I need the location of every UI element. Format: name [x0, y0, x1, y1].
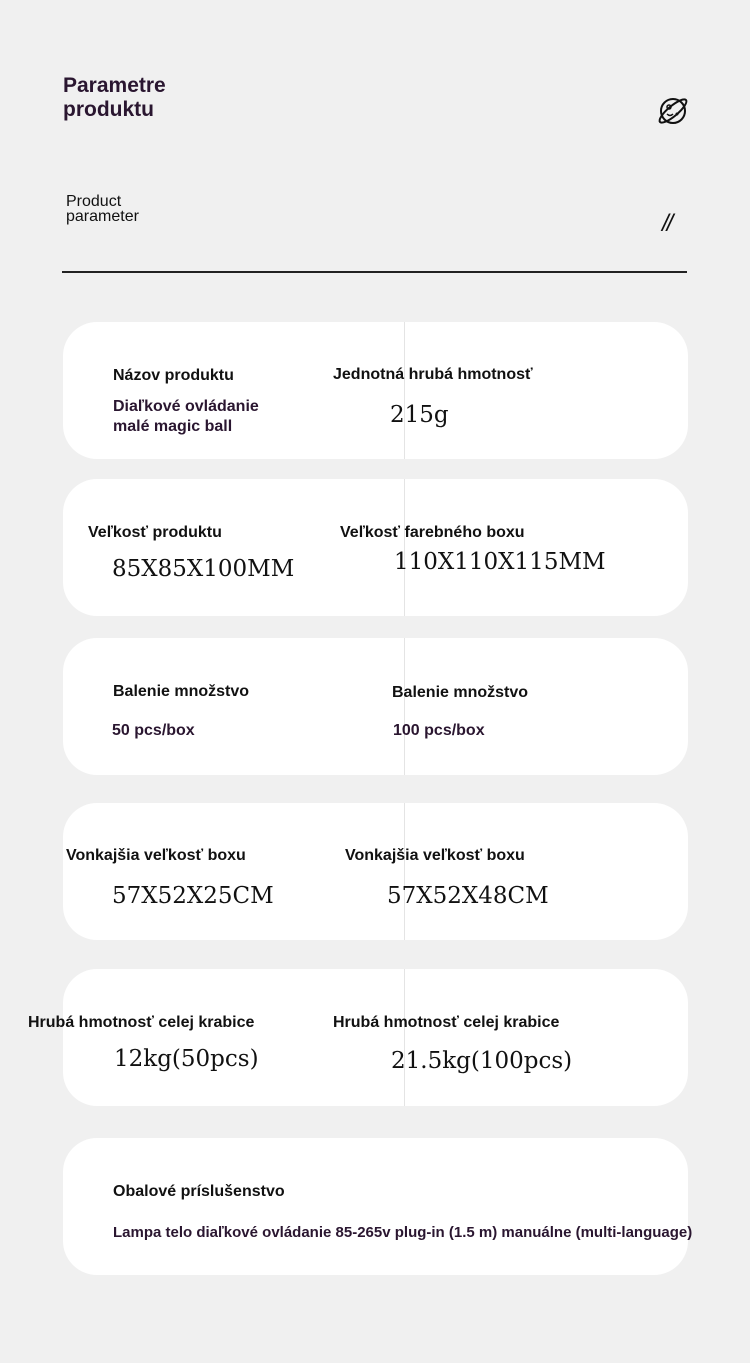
param-card-sizes	[63, 479, 688, 616]
page-subtitle	[66, 194, 266, 224]
param-card-accessories	[63, 1138, 693, 1275]
product-name-line-2: malé magic ball	[113, 418, 233, 435]
card-divider	[404, 803, 405, 940]
outer-box-left-value: 57X52X25CM	[112, 883, 274, 909]
param-card-gross-weight	[28, 969, 688, 1106]
card-divider	[404, 638, 405, 775]
card-divider	[404, 322, 405, 459]
color-box-size-label: Veľkosť farebného boxu	[340, 524, 525, 541]
product-name-value	[113, 397, 259, 437]
header-divider	[62, 271, 687, 273]
gross-weight-left-value: 12kg(50pcs)	[114, 1046, 259, 1072]
card-divider	[404, 479, 405, 616]
title-line-2: produktu	[63, 98, 154, 121]
param-card-packaging-qty	[63, 638, 688, 775]
outer-box-left-label: Vonkajšia veľkosť boxu	[66, 847, 246, 864]
packaging-qty-left-value: 50 pcs/box	[112, 722, 195, 739]
param-card-outer-box	[63, 803, 688, 940]
slashes-decoration: //	[662, 210, 672, 237]
product-name-label: Názov produktu	[113, 367, 234, 384]
planet-icon	[656, 94, 690, 128]
gross-weight-right-value: 21.5kg(100pcs)	[391, 1048, 573, 1074]
color-box-size-value: 110X110X115MM	[394, 549, 606, 575]
gross-weight-left-label: Hrubá hmotnosť celej krabice	[28, 1014, 255, 1031]
page-title	[63, 74, 263, 122]
unit-weight-label: Jednotná hrubá hmotnosť	[333, 366, 533, 383]
card-divider	[404, 969, 405, 1106]
outer-box-right-value: 57X52X48CM	[387, 883, 549, 909]
unit-weight-value: 215g	[390, 402, 449, 428]
product-size-value: 85X85X100MM	[112, 556, 295, 582]
accessories-label: Obalové príslušenstvo	[113, 1183, 285, 1200]
param-card-product-name	[63, 322, 688, 459]
outer-box-right-label: Vonkajšia veľkosť boxu	[345, 847, 525, 864]
title-line-1: Parametre	[63, 74, 166, 97]
product-name-line-1: Diaľkové ovládanie	[113, 398, 259, 415]
accessories-value: Lampa telo diaľkové ovládanie 85-265v plug-in (1.5 m) manuálne (multi-language)	[113, 1224, 693, 1241]
subtitle-line-2: parameter	[66, 208, 139, 225]
gross-weight-right-label: Hrubá hmotnosť celej krabice	[333, 1014, 560, 1031]
product-size-label: Veľkosť produktu	[88, 524, 222, 541]
packaging-qty-left-label: Balenie množstvo	[113, 683, 250, 700]
subtitle-line-1: Product	[66, 193, 122, 210]
packaging-qty-right-value: 100 pcs/box	[393, 722, 485, 739]
packaging-qty-right-label: Balenie množstvo	[392, 684, 529, 701]
